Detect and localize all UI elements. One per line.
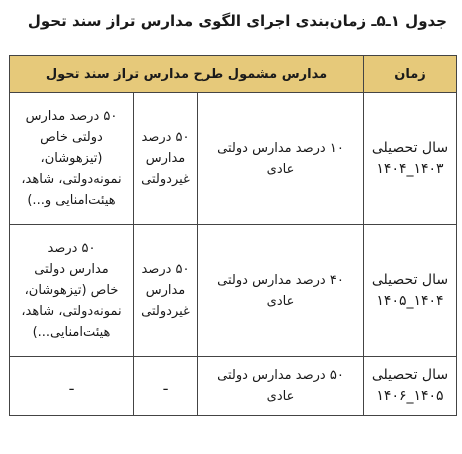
state-regular-text: ۴۰ درصد مدارس دولتی عادی: [217, 272, 344, 309]
special-cell: [10, 225, 134, 357]
table-caption: جدول ۱ـ۵ـ زمان‌بندی اجرای الگوی مدارس تراز سند تحول: [27, 12, 447, 30]
non-state-cell: [134, 357, 198, 416]
schedule-table: [9, 55, 457, 416]
header-time: زمان: [364, 56, 457, 93]
year-cell: [364, 93, 457, 225]
header-schools: مدارس مشمول طرح مدارس تراز سند تحول: [10, 56, 364, 93]
state-regular-cell: [198, 93, 364, 225]
non-state-text: ـ: [163, 377, 168, 394]
year-cell: [364, 225, 457, 357]
year-cell: [364, 357, 457, 416]
year-text: سال تحصیلی ۱۴۰۵_۱۴۰۶: [371, 367, 449, 404]
year-text: سال تحصیلی ۱۴۰۴_۱۴۰۵: [371, 271, 449, 309]
table-row: [10, 93, 457, 225]
state-regular-text: ۱۰ درصد مدارس دولتی عادی: [217, 140, 344, 177]
non-state-cell: [134, 93, 198, 225]
table-header-row: [10, 56, 457, 93]
non-state-cell: [134, 225, 198, 357]
special-cell: [10, 93, 134, 225]
year-text: سال تحصیلی ۱۴۰۳_۱۴۰۴: [371, 139, 449, 177]
special-text: ۵۰ درصد مدارس دولتی خاص (تیزهوشان، نمونه‌دولتی، شاهد، هیئت‌امنایی...): [21, 241, 122, 340]
state-regular-text: ۵۰ درصد مدارس دولتی عادی: [217, 368, 344, 404]
table-row: [10, 357, 457, 416]
state-regular-cell: [198, 357, 364, 416]
non-state-text: ۵۰ درصد مدارس غیردولتی: [141, 130, 190, 187]
non-state-text: ۵۰ درصد مدارس غیردولتی: [141, 262, 190, 319]
special-text: ـ: [69, 377, 74, 394]
table-row: [10, 225, 457, 357]
state-regular-cell: [198, 225, 364, 357]
special-text: ۵۰ درصد مدارس دولتی خاص (تیزهوشان، نمونه‌دولتی، شاهد، هیئت‌امنایی و...): [21, 109, 122, 208]
special-cell: [10, 357, 134, 416]
